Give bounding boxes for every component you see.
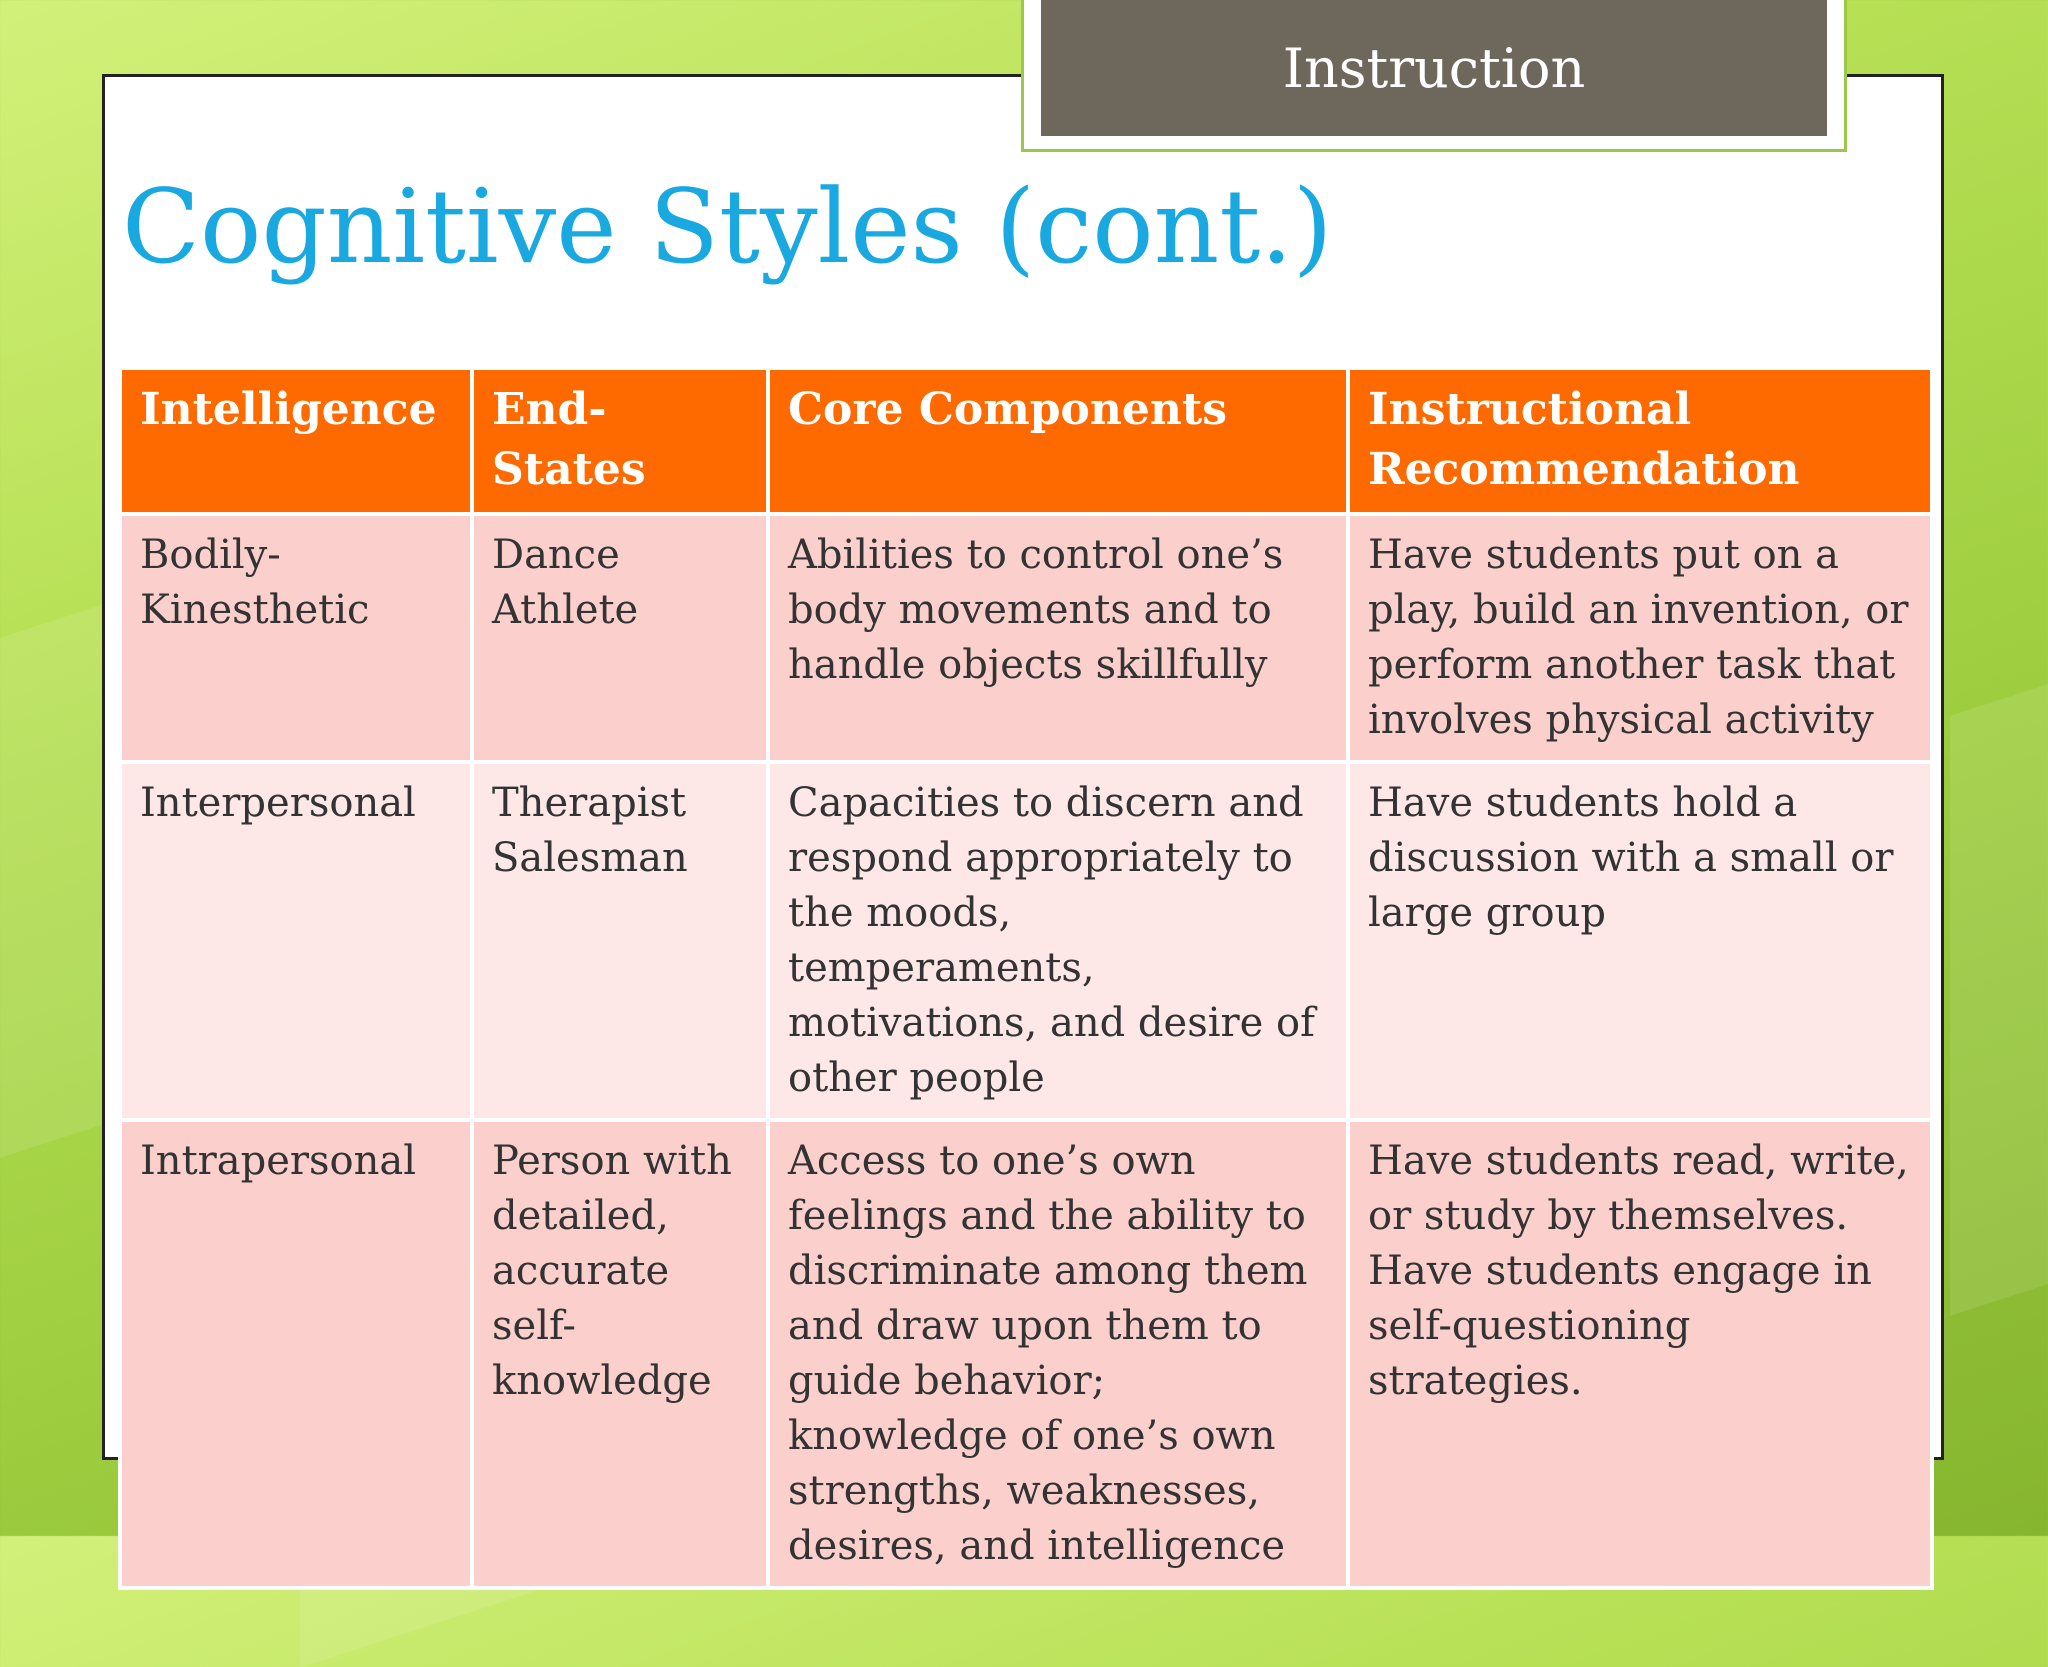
- cell-end-states: Therapist Salesman: [472, 762, 768, 1120]
- header-core-components: Core Components: [768, 368, 1348, 514]
- cell-recommendation: Have students read, write, or study by themselves. Have students engage in self-questioning strategies.: [1348, 1120, 1932, 1588]
- cell-core-components: Abilities to control one’s body movements and to handle objects skillfully: [768, 514, 1348, 762]
- cell-recommendation: Have students put on a play, build an invention, or perform another task that involves physical activity: [1348, 514, 1932, 762]
- header-recommendation-label: Instructional Recommendation: [1368, 384, 1800, 495]
- section-tab: Instruction: [1041, 0, 1827, 136]
- cell-end-states: Person with detailed, accurate self-knowledge: [472, 1120, 768, 1588]
- background-stripe: [1950, 684, 2048, 1316]
- cell-intelligence: Intrapersonal: [120, 1120, 472, 1588]
- header-intelligence: Intelligence: [120, 368, 472, 514]
- cell-intelligence: Interpersonal: [120, 762, 472, 1120]
- background-stripe: [0, 602, 110, 1158]
- cell-intelligence: Bodily- Kinesthetic: [120, 514, 472, 762]
- page-title: Cognitive Styles (cont.): [122, 168, 1333, 287]
- cell-core-components: Access to one’s own feelings and the ability to discriminate among them and draw upon them to guide behavior; knowledge of one’s own strengths, weaknesses, desires, and intelligence: [768, 1120, 1348, 1588]
- header-end-states: End- States: [472, 368, 768, 514]
- cell-recommendation: Have students hold a discussion with a small or large group: [1348, 762, 1932, 1120]
- table-header-row: [120, 368, 1932, 514]
- table-row: [120, 514, 1932, 762]
- cell-end-states: Dance Athlete: [472, 514, 768, 762]
- intelligence-table: [118, 366, 1934, 1590]
- table-row: [120, 762, 1932, 1120]
- cell-core-components: Capacities to discern and respond appropriately to the moods, temperaments, motivations, and desire of other people: [768, 762, 1348, 1120]
- table-row: [120, 1120, 1932, 1588]
- header-instructional-recommendation: [1348, 368, 1932, 514]
